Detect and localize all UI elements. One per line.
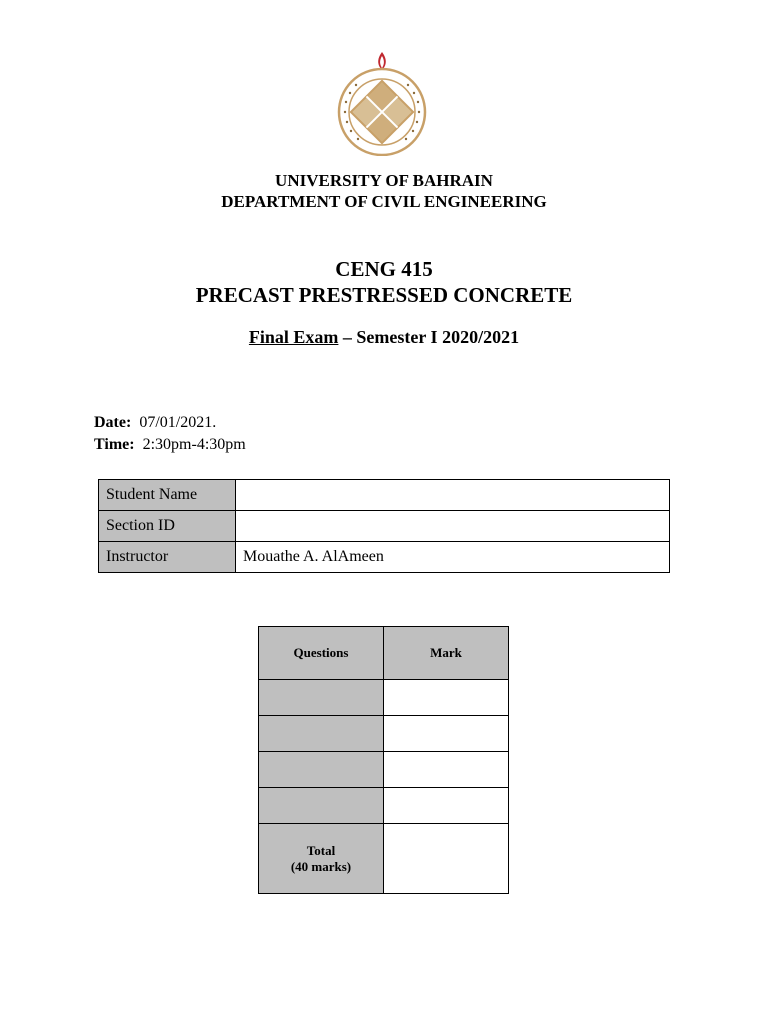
instructor-label: Instructor — [99, 542, 236, 573]
table-row — [99, 480, 670, 511]
table-header-row — [259, 627, 509, 680]
table-row — [259, 752, 509, 788]
date-value: 07/01/2021. — [139, 414, 217, 431]
marks-table — [258, 626, 509, 894]
table-row — [259, 716, 509, 752]
table-row — [99, 542, 670, 573]
exam-time — [94, 436, 246, 454]
university-header — [0, 170, 768, 212]
mark-cell[interactable] — [384, 752, 509, 788]
questions-column-header: Questions — [259, 627, 384, 680]
table-row — [99, 511, 670, 542]
total-label-cell — [259, 824, 384, 894]
total-mark-cell[interactable] — [384, 824, 509, 894]
exam-type: Final Exam — [248, 327, 339, 347]
student-info-table — [98, 479, 670, 573]
department-name: DEPARTMENT OF CIVIL ENGINEERING — [221, 192, 547, 211]
exam-semester: – Semester I 2020/2021 — [338, 327, 520, 347]
total-label: Total — [306, 842, 336, 858]
date-label: Date: — [94, 414, 132, 431]
time-label: Time: — [94, 436, 135, 453]
table-row — [259, 788, 509, 824]
mark-cell[interactable] — [384, 716, 509, 752]
question-cell — [259, 788, 384, 824]
course-title: PRECAST PRESTRESSED CONCRETE — [195, 283, 573, 307]
time-value: 2:30pm-4:30pm — [142, 436, 246, 453]
question-cell — [259, 680, 384, 716]
question-cell — [259, 716, 384, 752]
mark-cell[interactable] — [384, 680, 509, 716]
mark-cell[interactable] — [384, 788, 509, 824]
university-name: UNIVERSITY OF BAHRAIN — [275, 171, 493, 190]
total-marks: (40 marks) — [290, 858, 352, 874]
instructor-value: Mouathe A. AlAmeen — [236, 542, 670, 573]
course-heading — [0, 256, 768, 308]
mark-column-header: Mark — [384, 627, 509, 680]
section-id-label: Section ID — [99, 511, 236, 542]
course-code: CENG 415 — [335, 257, 433, 281]
student-name-field[interactable] — [236, 480, 670, 511]
university-logo — [332, 50, 434, 156]
student-name-label: Student Name — [99, 480, 236, 511]
exam-heading — [0, 327, 768, 348]
question-cell — [259, 752, 384, 788]
total-row — [259, 824, 509, 894]
table-row — [259, 680, 509, 716]
exam-date — [94, 414, 216, 432]
section-id-field[interactable] — [236, 511, 670, 542]
